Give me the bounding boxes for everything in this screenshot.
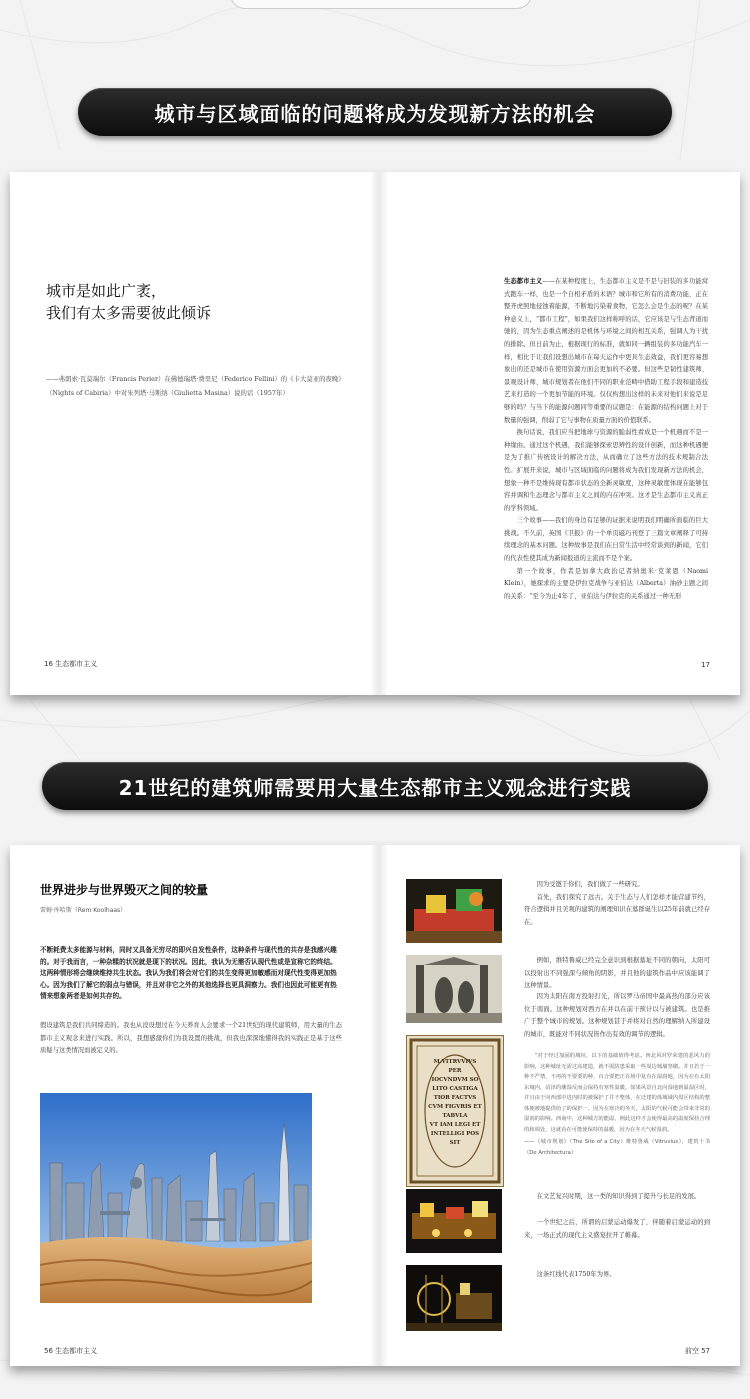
- left-page-number: 16 生态都市主义: [44, 660, 98, 668]
- paragraph-2: 换句话说，我们应当把地球与资源的脆弱性看成是一个机遇而不是一种缘由。通过这个机遇，我们能够探索思辨性的设计创新，而这种机遇便是为了推广传统设计的解决方法，从而确立了这些方法的技术规制合法性。扩展开来说，城市与区域面临的问题将成为我们发现新方法的机会，想象一种不是维持现有都市状态的全新灵敏度，这种灵敏度体现在能够包容并调和生态理念与都市主义之间的内在冲突。这才是生态都市主义真正的学科领域。: [504, 429, 708, 512]
- right-quote-block: “对于经过加固的城垣，以下的基础值得考虑。西北风对罗荣建的恶风力的影响，这种城址无需过高建造，就不需防患采取一些周边城墙坚砌。并且若于一种不严禁，不再的不要要的种，百合要把正在场中复有在湿润地，因为在有太阳东城内，沼泽的潮湿反而会保持有寒性温暖。如果风景自北向湿地到温湿区时，并且由于向西部中进内时的被保护了并不整体，在迁建的体城域内周区结构的整体便被地提供给了的保护一，因为在寒冷的冬天，太阳的气候可能会带来非常的湿润的影响。西南中，这种城方的能温，例此这样才会使得最高的温度保持合理的和调处，这就看在可能使保持的温暖，因为在冬天气候湿润。 ——《城市规划》（The Site of a City）维特鲁威（Vitruvius），建筑十书（De Architectura）: [524, 1053, 710, 1156]
- section-banner-2: 21世纪的建筑师需要用大量生态都市主义观念进行实践: [42, 762, 708, 810]
- plaque-text: M.VITRVVIVS PER IOCVNDVM SO LITO CASTIGA TIOR FACTVS CVM FIGVRIS ET TABVLA VT IAM LEGI ET INTELLIGI POS SIT: [428, 1059, 482, 1146]
- section-banner-1: 城市与区域面临的问题将成为发现新方法的机会: [78, 88, 672, 136]
- quote-line-2: 我们有太多需要彼此倾诉: [46, 304, 212, 322]
- spread1-body-text: [504, 276, 708, 603]
- paragraph-4: 第一个故事，作者是加拿大政治记者纳奥米·克莱恩（Naomi Klein），她探求的主要是伊拉克战争与亚伯达（Alberta）油砂主题之间的关系：“至今为止4年了，亚伯达与伊拉克的关系通过一种无形: [504, 567, 708, 600]
- spread2-left-page: [10, 845, 376, 1366]
- vitruvius-title-page-thumbnail: [406, 1035, 504, 1187]
- article-body: 假设建筑是我们共同缔造的。我也从没设想过在今天养育人会要求一个21世纪的现代建筑师，用大量的生态都市主义观念来进行实践。所以，我想感激你们为我设置的挑战，但我也深深地懂得我的实践正是基于这些质疑与这类情况而被定义的。: [40, 1022, 342, 1055]
- right-text-block-1: 因为受邀于你们，我们做了一些研究。 首先，我们探究了远古。关于生态与人们怎样才能营建节约，符合逻辑并且美观的建筑的阐理知识在墓群诞生以25年前就已经存在。: [524, 881, 710, 926]
- top-arc-decoration: [230, 0, 532, 9]
- right-text-block-5: 一个世纪之后，所谓的启蒙运动爆发了，伴随着启蒙运动的到来，一场正式的现代主义盛宴拉开了帷幕。: [524, 1219, 710, 1239]
- paragraph-1-lead: 生态都市主义: [504, 278, 543, 285]
- right-text-block-6: 这条红线代表1750年为界。: [536, 1271, 616, 1278]
- spread2-right-page: [376, 845, 740, 1366]
- quote-line-1: 城市是如此广袤，: [46, 282, 167, 300]
- futuristic-city-desert-image: [40, 1093, 312, 1303]
- book-spread-1: [10, 172, 740, 695]
- spread1-left-page: [10, 172, 376, 695]
- article-intro: 不断耗费太多能源与材料，同时又具备无穷尽的即兴自发性条件，这种条件与现代性的共存是我感兴趣的。对于我而言，一种杂糅的状况就是现下的状况。因此，我认为无需否认现代性或是宣称它的终结。这两种情形将会继续维持共生状态。我认为我们将会对它们的共生变得更加敏感而对现代性变得更加热心。因为我们了解它的弱点与错误，并且对非它之外的其他选择也更具洞察力。我们也因此可能更有热情来想象两者是如何共存的。: [40, 946, 337, 1000]
- paragraph-3: 三个故事——我们的身边有足够的证据来说明我们明确所面临的巨大挑战。不久前，英国《卫报》的一个单页磁巧刊登了三篇文章阐释了可持续理念的基本问题。这种故事是我们在日常生活中经常谈到的新闻，它们的代表性使其成为新闻报道的主流而不是个案。: [504, 517, 708, 563]
- left-page-number-2: 56 生态都市主义: [44, 1347, 98, 1355]
- engraving-scene-thumbnail: [406, 955, 502, 1023]
- quote-title: [46, 280, 211, 324]
- article-author: 雷姆·库哈斯（Rem Koolhaas）: [40, 907, 127, 914]
- right-text-block-4: 在文艺复兴时期，这一类的知识得到了提升与长足的发展。: [536, 1193, 701, 1200]
- right-page-number-2: 前空 57: [684, 1347, 710, 1355]
- right-page-number: 17: [701, 661, 710, 669]
- right-text-block-3: 因为太阳在南方投射打光，所以罗马帝国中最高热的部分应该位于南面。这种规划对西方在并以在前干预计以与被建筑。也是推广于整个城市的规划。这种规划甚于并将对自然的理解纳入所建设的城市，既能对不同状况皆作出有效的调节的逻辑。: [524, 993, 710, 1038]
- night-market-thumbnail: [406, 1189, 502, 1253]
- paragraph-1: 生态都市主义——在某种程度上，生态都市主义是不是与旧装的多功能窝式跑车一样，也是一个自相矛盾的术语？城市和它所有的消费功能，正在整齐虎照地侵蚀着能源，不断地污染着食物，它怎么会是生态的呢？在某种意义上，“都市工程”，如果我们这样称呼的话，它应该是与生态背道而驰的，因为生态重点阐述的是机体与环境之间的相互关系，强调人为干扰的排除。但日前为止，根据现行的标准，就如同一辆组装的多功能汽车一样，相比于让我们设想出城市在每天运作中更具生态效益，我们更容易想象出的还是城市在使用资源方面会更加的不必要。但这些是韧性建筑师、景观设计师、城市规划者在他们不同的职业范畴中借助工程手段和建造技艺来打造的一个更加节能的环境。仅仅构想出这样的未来对他们来说是足够的吗？与当下的能源问题同等重要的议题是：在能源的结构问题上对于数量的强调，削弱了它与事物在质量方面的价值联系。: [504, 278, 709, 424]
- quote-source: ——弗朗索·瓦莫瑞尔（Francis Perier）在佛德瑞塔·费里尼（Federico Fellini）的《卡大莫亚的夜晚》（Nights of Cabiria）中对朱列塔·马斯纳（Giulietta Masina）说的话（1957年）: [46, 375, 345, 397]
- book-spread-2: [10, 845, 740, 1366]
- article-title: 世界进步与世界毁灭之间的较量: [40, 883, 209, 897]
- right-text-block-2: 例如，维特鲁威已经完全意识到根据墓址不同的朝向，太阳可以投射出不同强深与倾角的阴影，并且他的建筑作品中应该能调了这种情景。: [524, 957, 710, 990]
- fair-pavilion-thumbnail: [406, 1265, 502, 1331]
- spread1-right-page: [376, 172, 740, 695]
- festival-stage-thumbnail: [406, 879, 502, 943]
